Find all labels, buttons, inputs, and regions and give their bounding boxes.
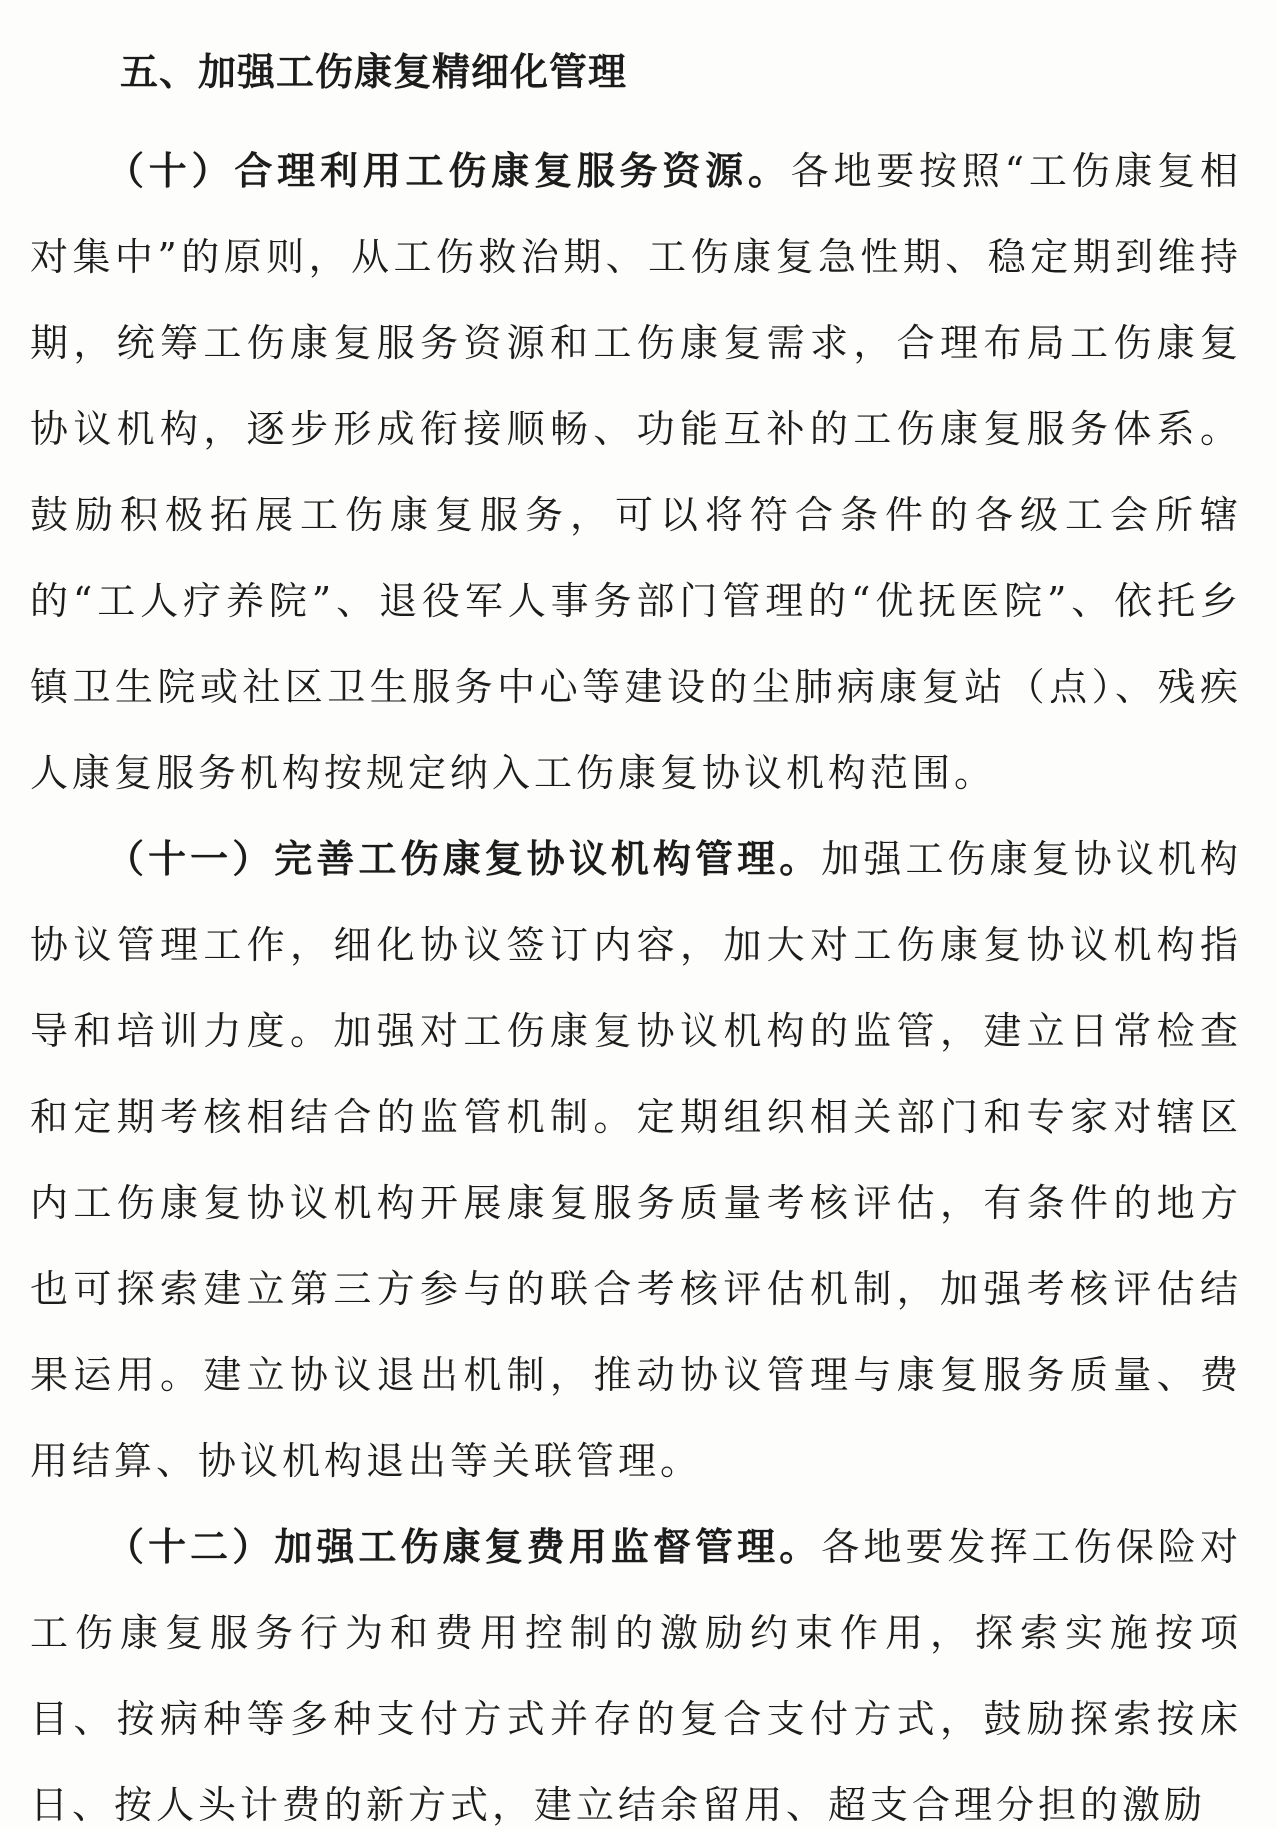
paragraph-12 bbox=[30, 1504, 1242, 1848]
paragraph-11-body: 加强工伤康复协议机构协议管理工作，细化协议签订内容，加大对工伤康复协议机构指导和培训力度。加强对工伤康复协议机构的监管，建立日常检查和定期考核相结合的监管机制。定期组织相关部门和专家对辖区内工伤康复协议机构开展康复服务质量考核评估，有条件的地方也可探索建立第三方参与的联合考核评估机制，加强考核评估结果运用。建立协议退出机制，推动协议管理与康复服务质量、费用结算、协议机构退出等关联管理。 bbox=[30, 837, 1242, 1483]
section-heading: 五、加强工伤康复精细化管理 bbox=[120, 50, 628, 94]
paragraph-11-lead: （十一）完善工伤康复协议机构管理。 bbox=[106, 837, 822, 881]
paragraph-11 bbox=[30, 816, 1242, 1504]
paragraph-12-body: 各地要发挥工伤保险对工伤康复服务行为和费用控制的激励约束作用，探索实施按项目、按病种等多种支付方式并存的复合支付方式，鼓励探索按床日、按人头计费的新方式，建立结余留用、超支合理分担的激励 bbox=[30, 1525, 1242, 1827]
paragraph-10-body: 各地要按照“工伤康复相对集中”的原则，从工伤救治期、工伤康复急性期、稳定期到维持期，统筹工伤康复服务资源和工伤康复需求，合理布局工伤康复协议机构，逐步形成衔接顺畅、功能互补的工伤康复服务体系。鼓励积极拓展工伤康复服务，可以将符合条件的各级工会所辖的“工人疗养院”、退役军人事务部门管理的“优抚医院”、依托乡镇卫生院或社区卫生服务中心等建设的尘肺病康复站（点）、残疾人康复服务机构按规定纳入工伤康复协议机构范围。 bbox=[30, 149, 1242, 795]
paragraph-10-lead: （十）合理利用工伤康复服务资源。 bbox=[106, 149, 791, 193]
paragraph-10 bbox=[30, 128, 1242, 816]
document-body bbox=[30, 40, 1242, 1848]
paragraph-12-lead: （十二）加强工伤康复费用监督管理。 bbox=[106, 1525, 822, 1569]
